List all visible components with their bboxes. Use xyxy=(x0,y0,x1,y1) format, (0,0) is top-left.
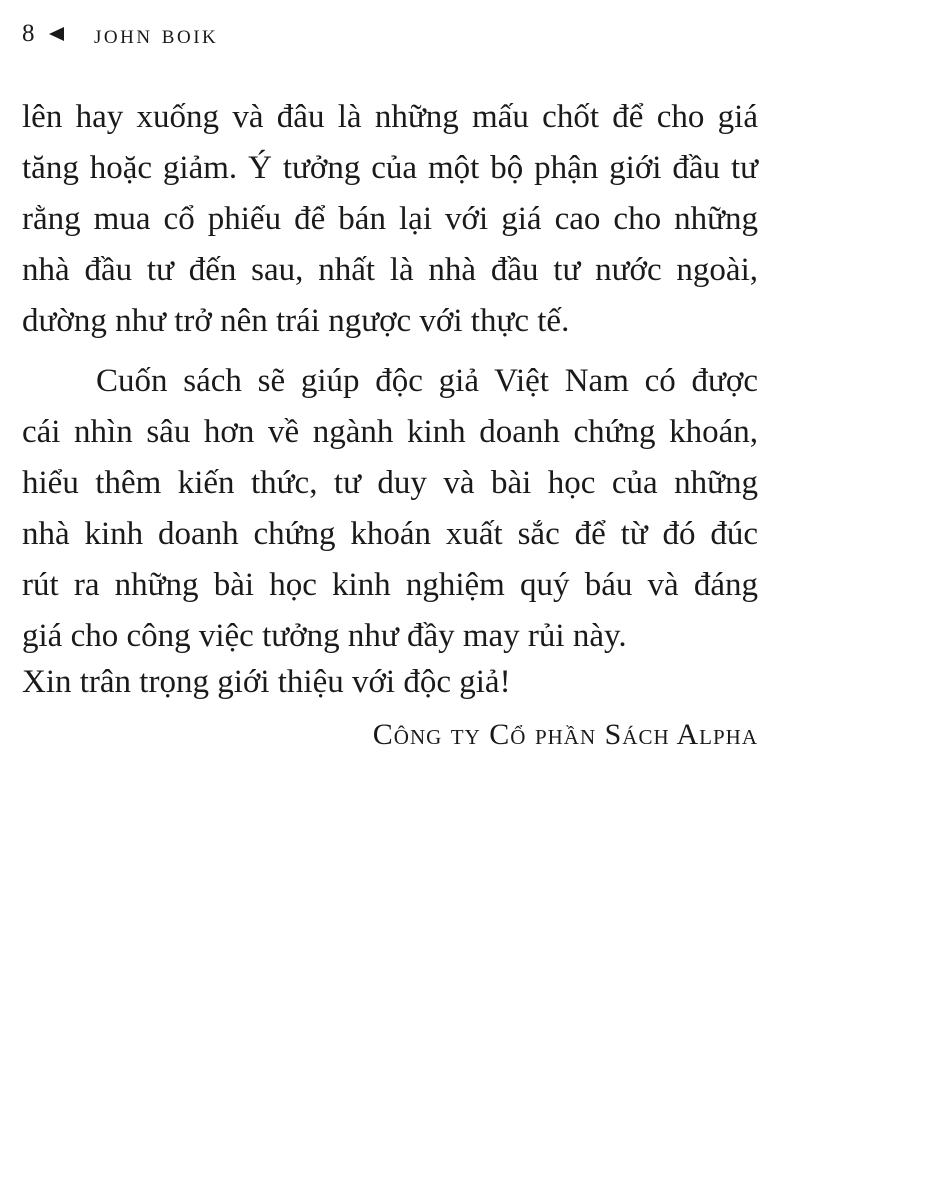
text-line: dường như trở nên trái ngược với thực tế. xyxy=(22,303,570,339)
text-line: rút ra những bài học kinh nghiệm quý báu và đáng xyxy=(22,567,758,603)
paragraph-1 xyxy=(22,92,758,347)
closing-line: Xin trân trọng giới thiệu với độc giả! xyxy=(22,664,511,700)
text-line: nhà kinh doanh chứng khoán xuất sắc để từ đó đúc xyxy=(22,516,758,552)
running-header xyxy=(22,14,218,54)
text-line: tăng hoặc giảm. Ý tưởng của một bộ phận giới đầu tư xyxy=(22,150,758,186)
text-line: nhà đầu tư đến sau, nhất là nhà đầu tư nước ngoài, xyxy=(22,252,758,288)
text-line: Cuốn sách sẽ giúp độc giả Việt Nam có được xyxy=(96,363,758,399)
text-line: rằng mua cổ phiếu để bán lại với giá cao cho những xyxy=(22,201,758,237)
triangle-left-icon xyxy=(49,27,64,41)
text-line: cái nhìn sâu hơn về ngành kinh doanh chứng khoán, xyxy=(22,414,758,450)
author-name: john boik xyxy=(94,18,219,49)
text-line: giá cho công việc tưởng như đầy may rủi này. xyxy=(22,618,627,654)
text-line: hiểu thêm kiến thức, tư duy và bài học của những xyxy=(22,465,758,501)
publisher-signature: Công ty Cổ phần Sách Alpha xyxy=(372,718,758,751)
text-line: lên hay xuống và đâu là những mấu chốt để cho giá xyxy=(22,99,758,135)
text-line-indented xyxy=(22,356,758,407)
paragraph-2 xyxy=(22,356,758,662)
page-number: 8 xyxy=(22,20,35,47)
body-text xyxy=(22,92,758,702)
